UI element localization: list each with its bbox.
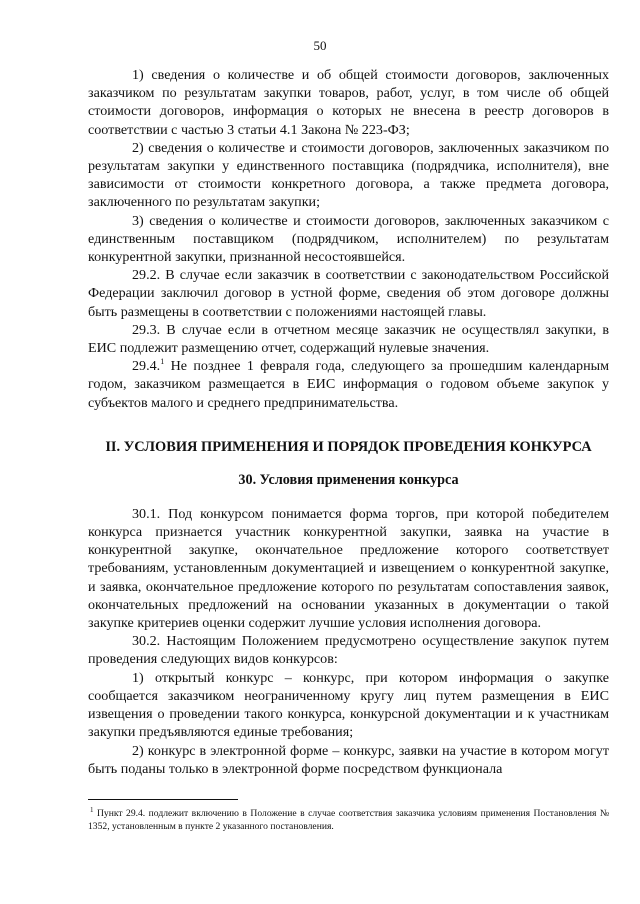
paragraph-number: 29.4. <box>132 358 161 375</box>
section-title: II. УСЛОВИЯ ПРИМЕНЕНИЯ И ПОРЯДОК ПРОВЕДЕНИЯ КОНКУРСА <box>105 438 592 455</box>
page-number: 50 <box>313 38 327 53</box>
list-item: 2) конкурс в электронной форме – конкурс, заявки на участие в котором могут быть поданы только в электронной форме посредством функционала <box>88 742 609 777</box>
paragraph-text: Не позднее 1 февраля года, следующего за прошедшим календарным годом, заказчиком размещается в ЕИС информация о годовом объеме закупок у субъектов малого и среднего предпринимательства. <box>88 358 609 411</box>
footnote-text: Пункт 29.4. подлежит включению в Положение в случае соответствия заказчика условиям применения Постановления № 1352, установленным в пункте 2 указанного постановления. <box>88 808 609 832</box>
list-item: 3) сведения о количестве и стоимости договоров, заключенных заказчиком с единственным поставщиком (подрядчиком, исполнителем) по результатам конкурентной закупки, признанной несостоявшейся. <box>88 212 609 266</box>
document-body <box>88 66 609 778</box>
paragraph-29-2: 29.2. В случае если заказчик в соответствии с законодательством Российской Федерации заключил договор в устной форме, сведения об этом договоре должны быть размещены в соответствии с положениями настоящей главы. <box>88 267 609 320</box>
footnote-mark: 1 <box>90 806 94 814</box>
paragraph-29-4 <box>88 357 609 412</box>
paragraph-30-1: 30.1. Под конкурсом понимается форма торгов, при которой победителем конкурса признается участник конкурентной закупки, заявка на участие в конкурентной закупке, окончательное предложение которого соответствует требованиям, установленным документацией и извещением о конкурентной закупке, и заявка, окончательное предложение которого по результатам сопоставления заявок, окончательных предложений на основании указанных в документации о такой закупке критериев оценки содержит лучшие условия исполнения договора. <box>88 505 609 632</box>
list-item: 1) сведения о количестве и об общей стоимости договоров, заключенных заказчиком по результатам закупки товаров, работ, услуг, в том числе об общей стоимости договоров, информация о которых не внесена в реестр договоров в соответствии с частью 3 статьи 4.1 Закона № 223-ФЗ; <box>88 67 609 138</box>
paragraph-30-2: 30.2. Настоящим Положением предусмотрено осуществление закупок путем проведения следующих видов конкурсов: <box>88 633 609 668</box>
list-item: 2) сведения о количестве и стоимости договоров, заключенных заказчиком по результатам закупки у единственного поставщика (подрядчика, исполнителя), вне зависимости от стоимости конкретного договора, а также предмета договора, заключенного по результатам закупки; <box>88 139 609 211</box>
footnote-reference[interactable]: 1 <box>160 357 165 367</box>
subsection-title: 30. Условия применения конкурса <box>238 471 459 488</box>
list-item: 1) открытый конкурс – конкурс, при котором информация о закупке сообщается заказчиком неограниченному кругу лиц путем размещения в ЕИС извещения о проведении такого конкурса, конкурсной документации и к участникам закупки предъявляются единые требования; <box>88 669 609 741</box>
footnote-divider <box>88 799 238 800</box>
paragraph-29-3: 29.3. В случае если в отчетном месяце заказчик не осуществлял закупки, в ЕИС подлежит размещению отчет, содержащий нулевые значения. <box>88 321 609 357</box>
footnote <box>88 807 609 833</box>
